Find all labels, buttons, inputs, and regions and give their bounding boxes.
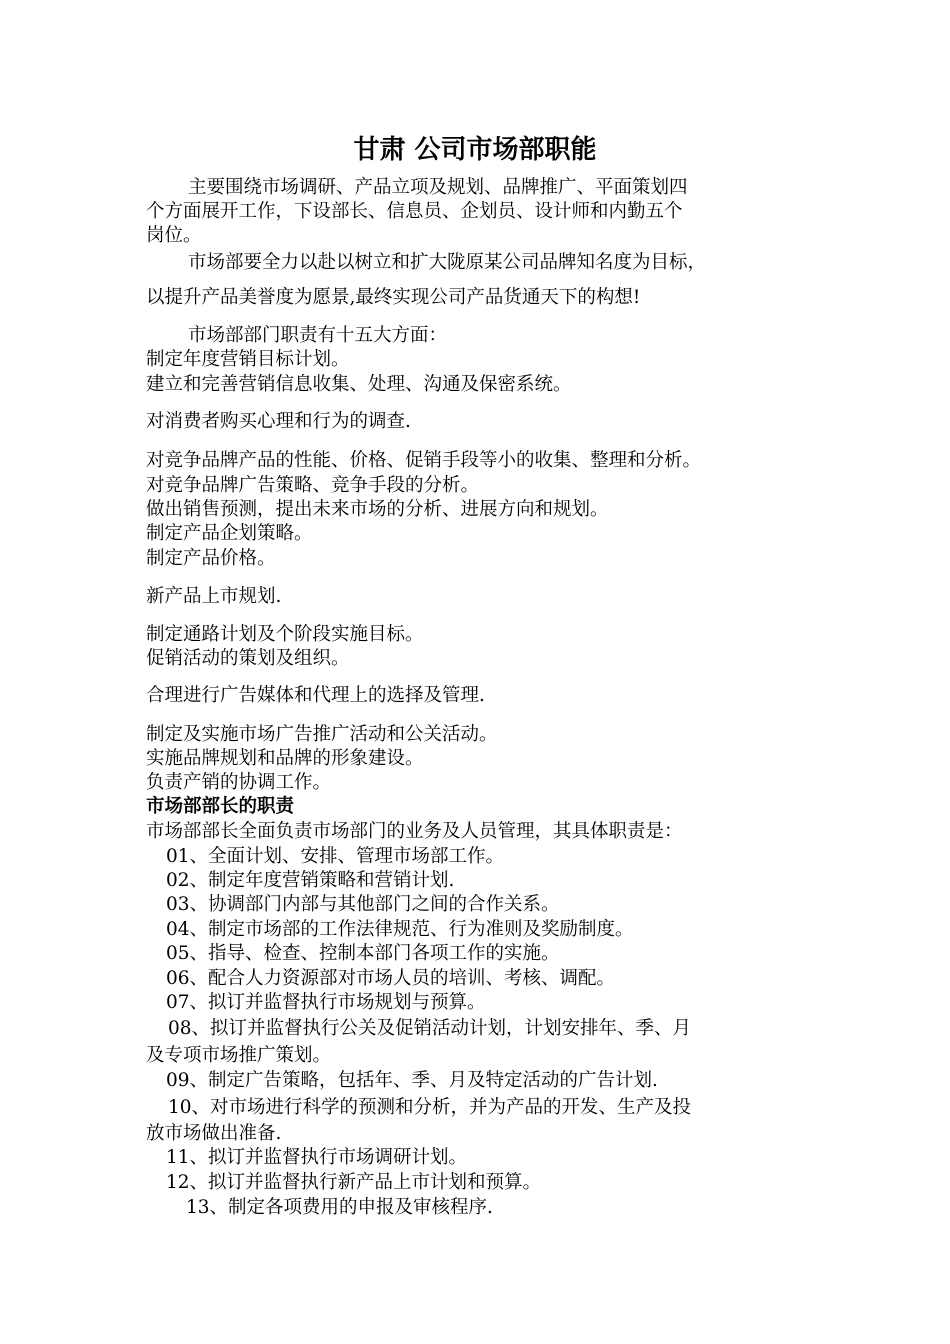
intro-line: 岗位。 [146,225,202,246]
duty-item: 做出销售预测，提出未来市场的分析、进展方向和规划。 [146,499,609,520]
duty-item: 建立和完善营销信息收集、处理、沟通及保密系统。 [146,374,572,395]
responsibility-item: 04、制定市场部的工作法律规范、行为准则及奖励制度。 [166,919,634,940]
duty-item: 对消费者购买心理和行为的调查. [146,411,411,432]
responsibility-item: 12、拟订并监督执行新产品上市计划和预算。 [166,1172,542,1193]
duty-item: 新产品上市规划. [146,586,282,607]
intro-line: 市场部要全力以赴以树立和扩大陇原某公司品牌知名度为目标， [188,252,707,273]
duty-item: 制定产品企划策略。 [146,523,313,544]
duty-item: 合理进行广告媒体和代理上的选择及管理. [146,685,485,706]
responsibility-item: 09、制定广告策略，包括年、季、月及特定活动的广告计划. [166,1070,658,1091]
responsibility-item: 06、配合人力资源部对市场人员的培训、考核、调配。 [166,968,616,989]
duty-item: 负责产销的协调工作。 [146,772,332,793]
duty-item: 制定通路计划及个阶段实施目标。 [146,624,424,645]
responsibility-item: 10、对市场进行科学的预测和分析，并为产品的开发、生产及投 [168,1097,692,1118]
duty-item: 制定及实施市场广告推广活动和公关活动。 [146,724,498,745]
duty-item: 制定年度营销目标计划。 [146,349,350,370]
section-intro: 市场部部长全面负责市场部门的业务及人员管理，其具体职责是： [146,821,683,842]
section-heading: 市场部部长的职责 [146,796,295,817]
duty-item: 对竞争品牌产品的性能、价格、促销手段等小的收集、整理和分析。 [146,450,702,471]
responsibility-item: 11、拟订并监督执行市场调研计划。 [166,1147,468,1168]
intro-line: 市场部部门职责有十五大方面： [188,325,448,346]
intro-line: 以提升产品美誉度为愿景,最终实现公司产品货通天下的构想! [146,287,641,308]
duty-item: 制定产品价格。 [146,548,276,569]
responsibility-item-continued: 及专项市场推广策划。 [146,1045,332,1066]
responsibility-item: 13、制定各项费用的申报及审核程序. [186,1197,493,1218]
responsibility-item: 05、指导、检查、控制本部门各项工作的实施。 [166,943,560,964]
duty-item: 对竞争品牌广告策略、竞争手段的分析。 [146,475,480,496]
duty-item: 促销活动的策划及组织。 [146,648,350,669]
responsibility-item: 07、拟订并监督执行市场规划与预算。 [166,992,486,1013]
responsibility-item: 01、全面计划、安排、管理市场部工作。 [166,846,505,867]
responsibility-item: 02、制定年度营销策略和营销计划. [166,870,455,891]
responsibility-item-continued: 放市场做出准备. [146,1123,282,1144]
responsibility-item: 03、协调部门内部与其他部门之间的合作关系。 [166,894,560,915]
responsibility-item: 08、拟订并监督执行公关及促销活动计划，计划安排年、季、月 [168,1018,692,1039]
intro-line: 个方面展开工作，下设部长、信息员、企划员、设计师和内勤五个 [146,201,683,222]
intro-line: 主要围绕市场调研、产品立项及规划、品牌推广、平面策划四 [188,177,688,198]
duty-item: 实施品牌规划和品牌的形象建设。 [146,748,424,769]
document-title: 甘肃 公司市场部职能 [353,135,597,165]
